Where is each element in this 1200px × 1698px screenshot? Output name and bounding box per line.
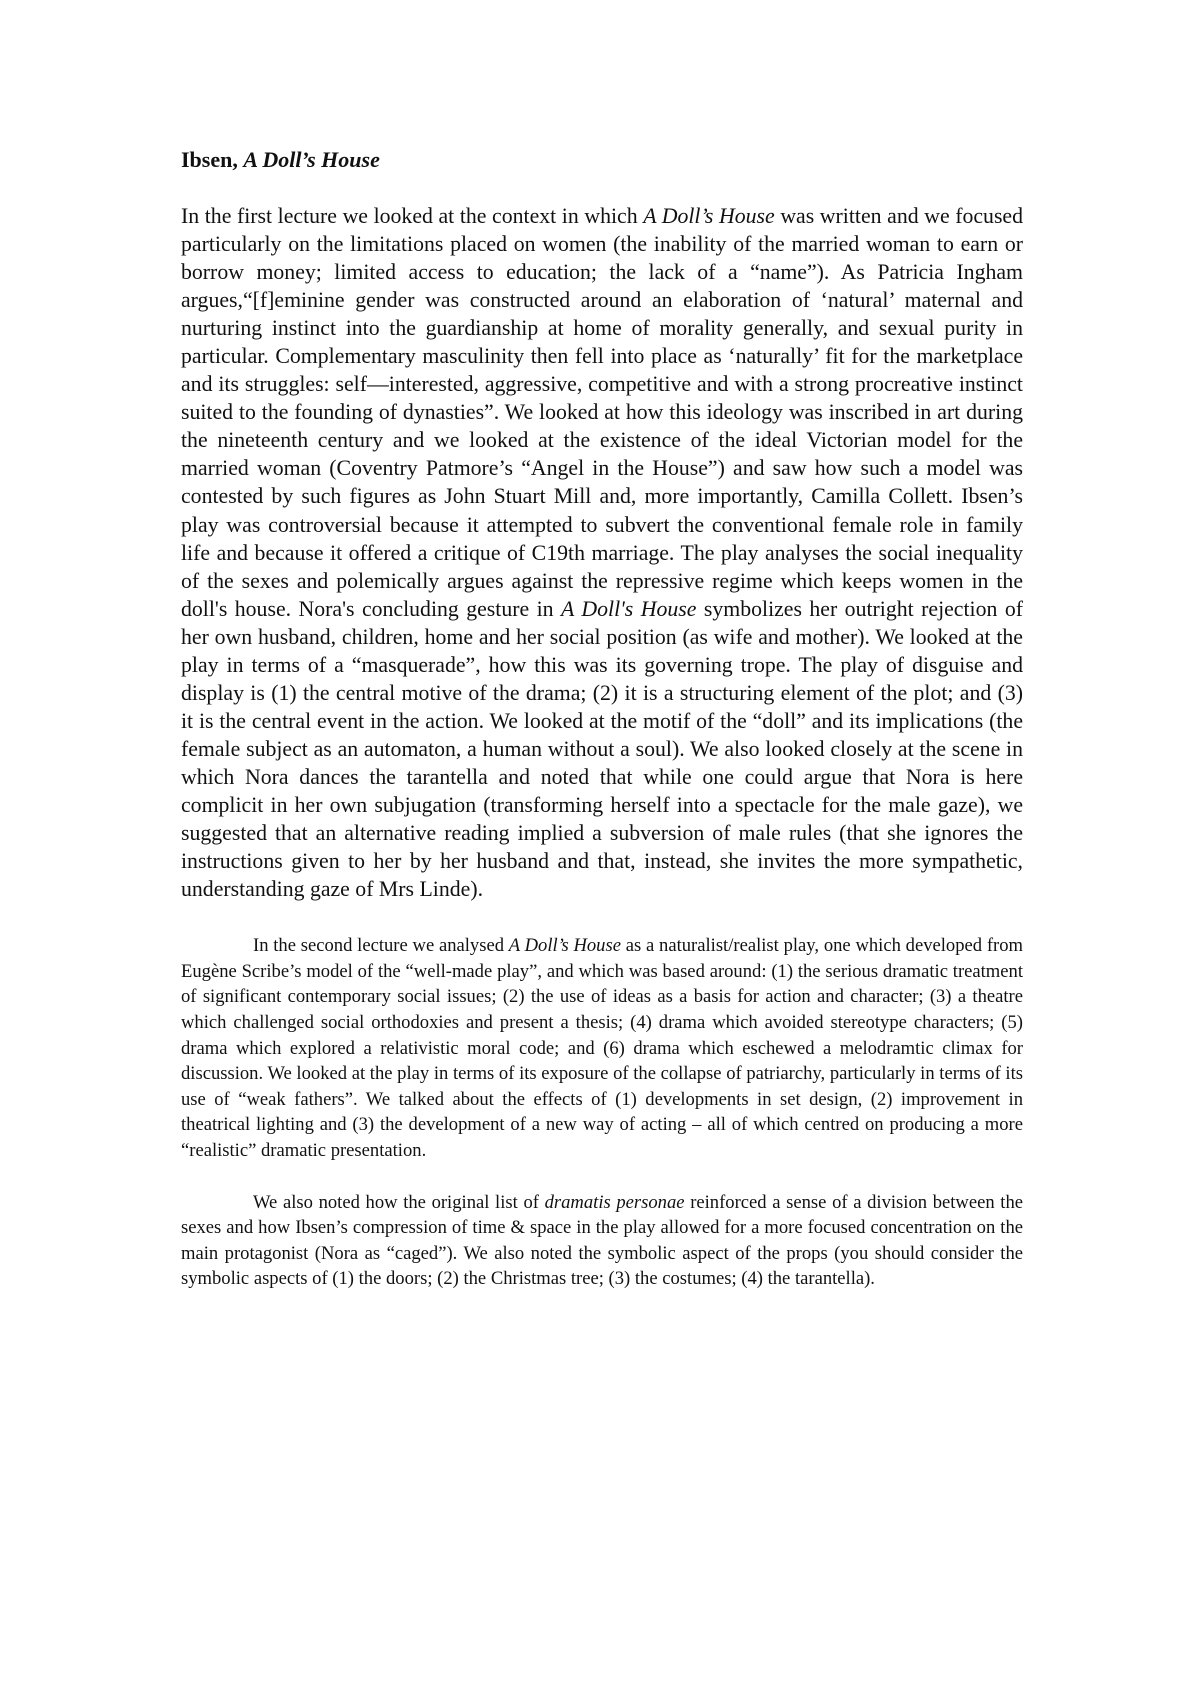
title-work: A Doll’s House [243,147,380,172]
paragraph-text: We also noted how the original list of [253,1191,545,1213]
paragraph-text: In the first lecture we looked at the context in which [181,204,644,228]
paragraph-text: symbolizes her outright rejection of her own husband, children, home and her social position (as wife and mother). We looked at the play in terms of a “masquerade”, how this was its governing trope. The play of disguise and display is (1) the central motive of the drama; (2) it is a structuring element of the plot; and (3) it is the central event in the action. We looked at the motif of the “doll” and its implications (the female subject as an automaton, a human without a soul). We also looked closely at the scene in which Nora dances the tarantella and noted that while one could argue that Nora is here complicit in her own subjugation (transforming herself into a spectacle for the male gaze), we suggested that an alternative reading implied a subversion of male rules (that she ignores the instructions given to her by her husband and that, instead, she invites the more sympathetic, understanding gaze of Mrs Linde). [181,596,1023,902]
italic-work-title: A Doll's House [561,596,697,621]
page-title [181,140,1023,180]
paragraph-text: was written and we focused particularly on the limitations placed on women (the inability of the married woman to earn or borrow money; limited access to education; the lack of a “name”). As Patricia Ingham argues,“[f]eminine gender was constructed around an elaboration of ‘natural’ maternal and nurturing instinct into the guardianship at home of morality generally, and sexual purity in particular. Complementary masculinity then fell into place as ‘naturally’ fit for the marketplace and its struggles: self—interested, aggressive, competitive and with a strong procreative instinct suited to the founding of dynasties”. We looked at how this ideology was inscribed in art during the nineteenth century and we looked at the existence of the ideal Victorian model for the married woman (Coventry Patmore’s “Angel in the House”) and saw how such a model was contested by such figures as John Stuart Mill and, more importantly, Camilla Collett. Ibsen’s play was controversial because it attempted to subvert the conventional female role in family life and because it offered a critique of C19th marriage. The play analyses the social inequality of the sexes and polemically argues against the repressive regime which keeps women in the doll's house. Nora's concluding gesture in [181,204,1024,621]
italic-work-title: A Doll’s House [508,935,621,957]
italic-work-title: A Doll’s House [643,204,775,228]
title-author: Ibsen, [181,147,238,172]
paragraph-dramatis-personae [181,1190,1023,1292]
paragraph-second-lecture [181,933,1023,1163]
paragraph-text: reinforced a sense of a division between the sexes and how Ibsen’s compression of time & space in the play allowed for a more focused concentration on the main protagonist (Nora as “caged”). We also noted the symbolic aspect of the props (you should consider the symbolic aspects of (1) the doors; (2) the Christmas tree; (3) the costumes; (4) the tarantella). [181,1191,1024,1290]
italic-term: dramatis personae [544,1191,685,1213]
paragraph-text: In the second lecture we analysed [253,935,509,957]
paragraph-text: as a naturalist/realist play, one which developed from Eugène Scribe’s model of the “well-made play”, and which was based around: (1) the serious dramatic treatment of significant contemporary social issues; (2) the use of ideas as a basis for action and character; (3) a theatre which challenged social orthodoxies and present a thesis; (4) drama which avoided stereotype characters; (5) drama which explored a relativistic moral code; and (6) drama which eschewed a melodramtic climax for discussion. We looked at the play in terms of its exposure of the collapse of patriarchy, particularly in terms of its use of “weak fathers”. We talked about the effects of (1) developments in set design, (2) improvement in theatrical lighting and (3) the development of a new way of acting – all of which centred on producing a more “realistic” dramatic presentation. [181,935,1023,1161]
document-body [181,140,1023,1292]
paragraph-first-lecture [181,202,1023,903]
